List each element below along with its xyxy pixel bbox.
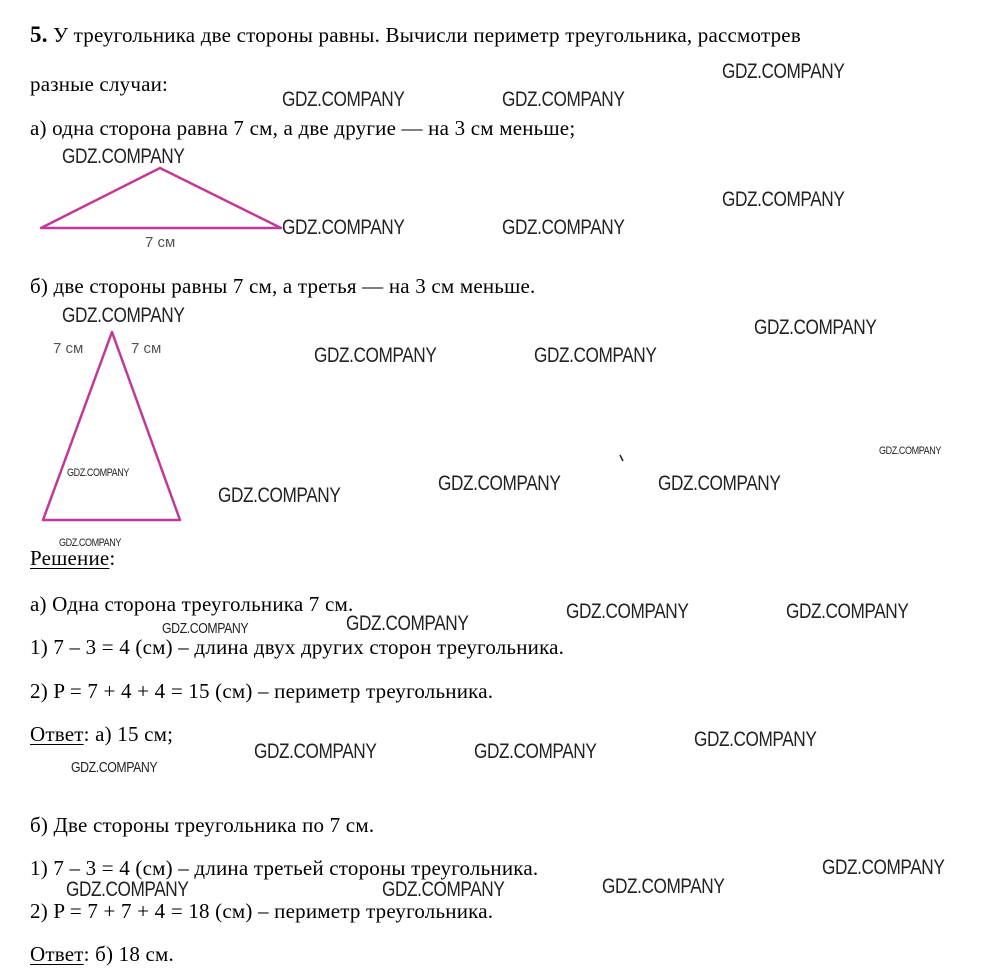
watermark: GDZ.COMPANY [59,537,121,549]
answer-a-value: : а) 15 см; [83,722,174,746]
solution-a-intro: а) Одна сторона треугольника 7 см. [30,592,354,616]
watermark: GDZ.COMPANY [694,728,817,751]
stray-mark [620,455,623,461]
watermark: GDZ.COMPANY [502,216,625,239]
watermark: GDZ.COMPANY [786,600,909,623]
solution-b-answer [30,942,174,967]
watermark: GDZ.COMPANY [474,740,597,763]
watermark: GDZ.COMPANY [658,472,781,495]
case-b-text: б) две стороны равны 7 см, а третья — на 3 см меньше. [30,274,536,298]
watermark: GDZ.COMPANY [282,88,405,111]
watermark: GDZ.COMPANY [502,88,625,111]
answer-b-label: Ответ [30,942,84,966]
solution-heading [30,546,115,571]
watermark: GDZ.COMPANY [879,445,941,457]
watermark: GDZ.COMPANY [438,472,561,495]
triangle-b [43,332,180,520]
watermark: GDZ.COMPANY [67,467,129,479]
answer-a-label: Ответ [30,722,84,746]
solution-heading-word: Решение [30,546,110,570]
watermark: GDZ.COMPANY [722,60,845,83]
task-number: 5. [30,22,48,47]
solution-a-step1: 1) 7 – 3 = 4 (см) – длина двух других сторон треугольника. [30,635,565,659]
solution-b-step2: 2) P = 7 + 7 + 4 = 18 (см) – периметр треугольника. [30,899,494,923]
watermark: GDZ.COMPANY [722,188,845,211]
watermark: GDZ.COMPANY [66,878,189,901]
watermark: GDZ.COMPANY [218,484,341,507]
watermark: GDZ.COMPANY [566,600,689,623]
watermark: GDZ.COMPANY [822,856,945,879]
case-a-text: а) одна сторона равна 7 см, а две другие — на 3 см меньше; [30,116,576,140]
triangle-b-left-label: 7 см [53,340,84,357]
watermark: GDZ.COMPANY [754,316,877,339]
watermark: GDZ.COMPANY [314,344,437,367]
watermark: GDZ.COMPANY [602,875,725,898]
solution-b-intro: б) Две стороны треугольника по 7 см. [30,813,375,837]
solution-heading-colon: : [109,546,116,570]
watermark: GDZ.COMPANY [282,216,405,239]
triangle-b-right-label: 7 см [131,340,162,357]
triangle-a [41,168,281,228]
watermark: GDZ.COMPANY [382,878,505,901]
watermark: GDZ.COMPANY [534,344,657,367]
watermark: GDZ.COMPANY [71,759,158,776]
watermark: GDZ.COMPANY [62,145,185,168]
task-line-2: разные случаи: [30,72,169,96]
solution-a-step2: 2) P = 7 + 4 + 4 = 15 (см) – периметр треугольника. [30,679,494,703]
watermark: GDZ.COMPANY [346,612,469,635]
watermark: GDZ.COMPANY [62,304,185,327]
solution-a-answer [30,722,173,747]
task-text-1: У треугольника две стороны равны. Вычисли периметр треугольника, рассмотрев [53,23,801,47]
solution-b-step1: 1) 7 – 3 = 4 (см) – длина третьей стороны треугольника. [30,856,539,880]
watermark: GDZ.COMPANY [254,740,377,763]
answer-b-value: : б) 18 см. [83,942,174,966]
triangle-a-base-label: 7 см [145,234,176,251]
watermark: GDZ.COMPANY [162,620,249,637]
